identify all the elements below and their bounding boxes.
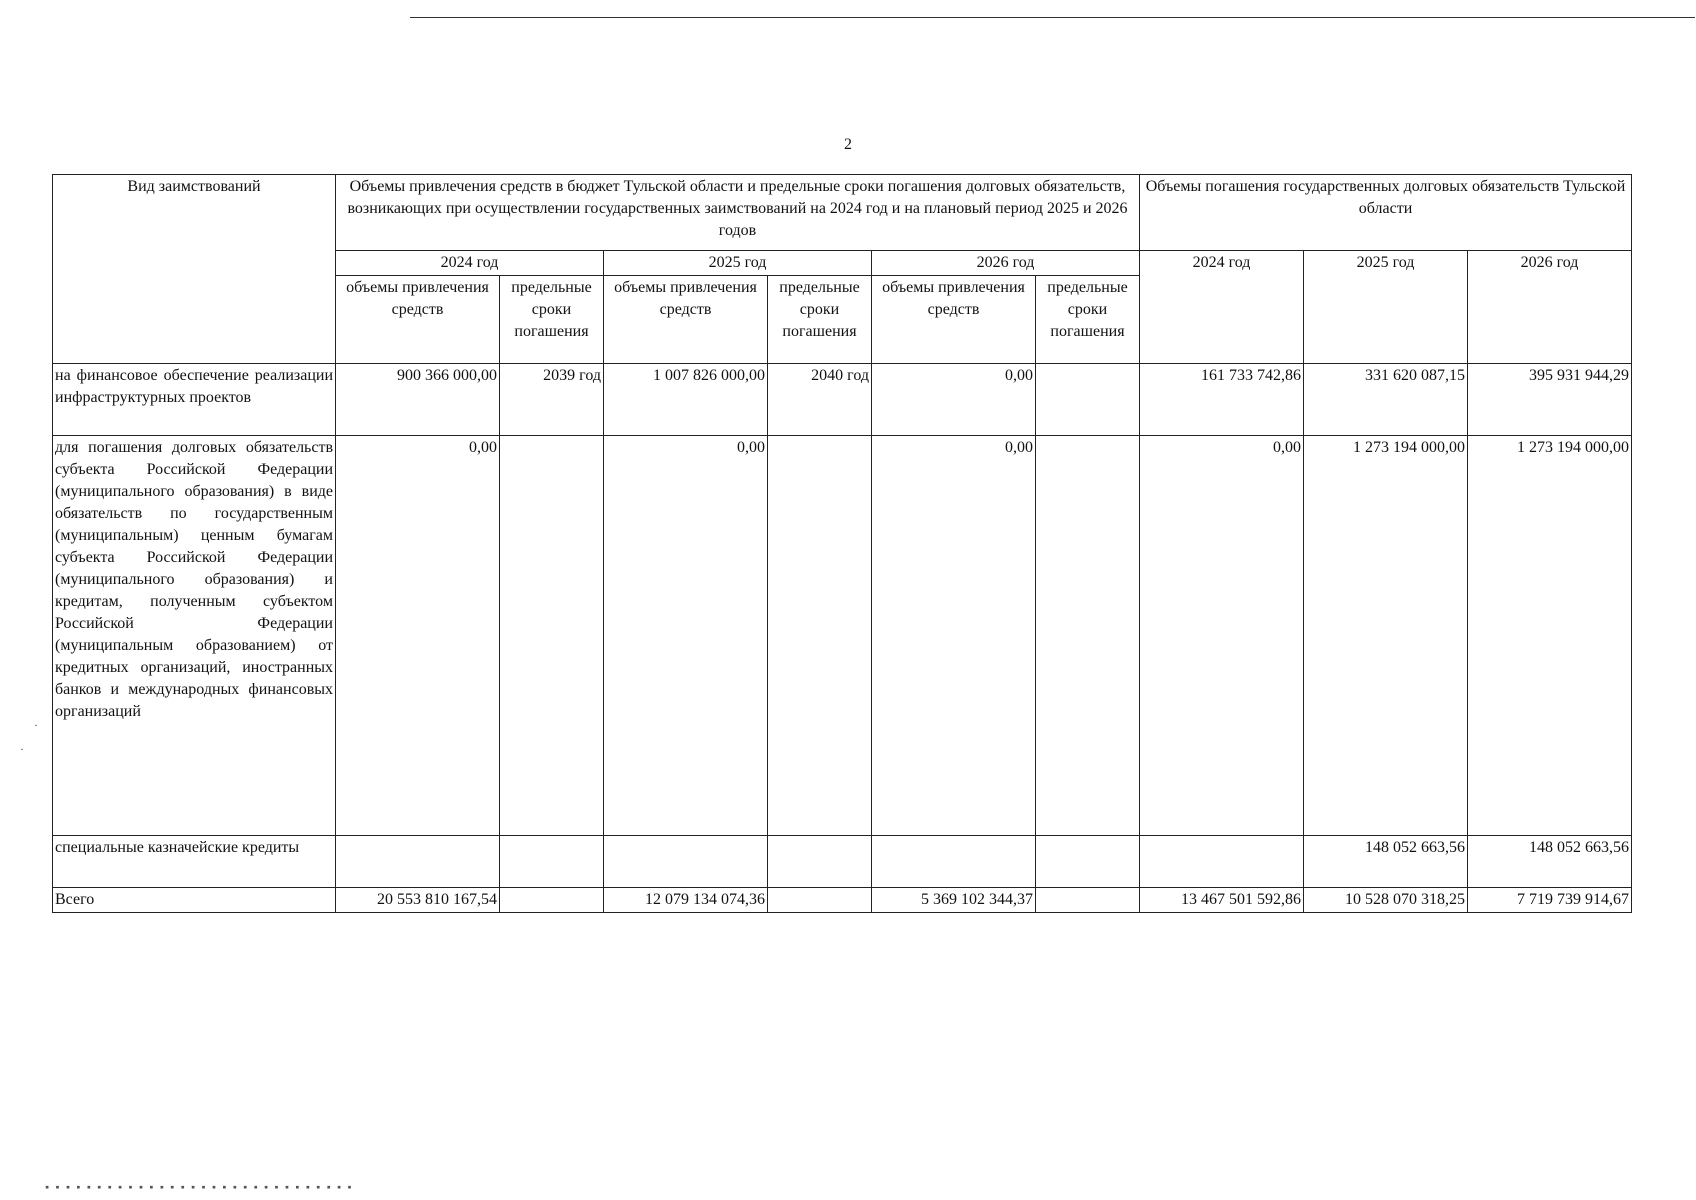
repayment-2026-cell: 1 273 194 000,00: [1468, 436, 1632, 836]
term-2024-cell: [500, 836, 604, 888]
page-number: 2: [844, 136, 852, 153]
volume-2025-cell: 12 079 134 074,36: [604, 888, 768, 913]
table-row: [53, 436, 1632, 836]
volume-2024-cell: 0,00: [336, 436, 500, 836]
volume-2026-cell: 0,00: [872, 364, 1036, 436]
column-header-type: Вид заимствований: [53, 175, 336, 364]
repayment-2025-cell: 148 052 663,56: [1304, 836, 1468, 888]
repayment-2026-cell: 395 931 944,29: [1468, 364, 1632, 436]
term-2025-cell: [768, 836, 872, 888]
term-2025-cell: 2040 год: [768, 364, 872, 436]
repayment-2024-cell: 0,00: [1140, 436, 1304, 836]
repayment-2026-cell: 148 052 663,56: [1468, 836, 1632, 888]
repayment-2025-cell: 10 528 070 318,25: [1304, 888, 1468, 913]
repay-year-header-2025: 2025 год: [1304, 251, 1468, 364]
repayment-2025-cell: 1 273 194 000,00: [1304, 436, 1468, 836]
term-2024-cell: 2039 год: [500, 364, 604, 436]
term-2026-cell: [1036, 436, 1140, 836]
year-header-2025: 2025 год: [604, 251, 872, 276]
repay-year-header-2024: 2024 год: [1140, 251, 1304, 364]
repayment-2024-cell: 161 733 742,86: [1140, 364, 1304, 436]
term-2025-cell: [768, 888, 872, 913]
volume-2024-cell: 20 553 810 167,54: [336, 888, 500, 913]
volume-2025-cell: 1 007 826 000,00: [604, 364, 768, 436]
row-type-cell: для погашения долговых обязательств субъекта Российской Федерации (муниципального образования) в виде обязательств по государственным (муниципальным) ценным бумагам субъекта Российской Федерации (муниципального образования) и кредитам, полученным субъектом Российской Федерации (муниципальным образованием) от кредитных организаций, иностранных банков и международных финансовых организаций: [53, 436, 336, 836]
row-type-cell: специальные казначейские кредиты: [53, 836, 336, 888]
term-2026-cell: [1036, 888, 1140, 913]
table-row: [53, 364, 1632, 436]
term-2024-cell: [500, 436, 604, 836]
subheader-volume-2024: объемы привлечения средств: [336, 276, 500, 364]
row-type-cell: Всего: [53, 888, 336, 913]
subheader-term-2024: предельные сроки погашения: [500, 276, 604, 364]
repayment-2025-cell: 331 620 087,15: [1304, 364, 1468, 436]
volume-2026-cell: [872, 836, 1036, 888]
footer-code: ▪ ▪ ▪ ▪ ▪ ▪ ▪ ▪ ▪ ▪ ▪ ▪ ▪ ▪ ▪ ▪ ▪ ▪ ▪ ▪ ▪ ▪ ▪ ▪ ▪ ▪ ▪ ▪ ▪ ▪: [45, 1183, 353, 1191]
volume-2025-cell: 0,00: [604, 436, 768, 836]
year-header-2024: 2024 год: [336, 251, 604, 276]
repayment-2026-cell: 7 719 739 914,67: [1468, 888, 1632, 913]
volume-2024-cell: 900 366 000,00: [336, 364, 500, 436]
borrowing-table: [52, 174, 1632, 913]
total-row: [53, 888, 1632, 913]
repayment-2024-cell: [1140, 836, 1304, 888]
subheader-term-2026: предельные сроки погашения: [1036, 276, 1140, 364]
volume-2025-cell: [604, 836, 768, 888]
volume-2024-cell: [336, 836, 500, 888]
scan-artifact: ·: [20, 742, 24, 756]
top-rule: [410, 17, 1695, 18]
term-2026-cell: [1036, 836, 1140, 888]
repay-year-header-2026: 2026 год: [1468, 251, 1632, 364]
subheader-volume-2025: объемы привлечения средств: [604, 276, 768, 364]
group-header-attraction: Объемы привлечения средств в бюджет Тульской области и предельные сроки погашения долговых обязательств, возникающих при осуществлении государственных заимствований на 2024 год и на плановый период 2025 и 2026 годов: [336, 175, 1140, 251]
volume-2026-cell: 0,00: [872, 436, 1036, 836]
volume-2026-cell: 5 369 102 344,37: [872, 888, 1036, 913]
table-row: [53, 836, 1632, 888]
term-2026-cell: [1036, 364, 1140, 436]
year-header-2026: 2026 год: [872, 251, 1140, 276]
group-header-repayment: Объемы погашения государственных долговых обязательств Тульской области: [1140, 175, 1632, 251]
term-2025-cell: [768, 436, 872, 836]
subheader-term-2025: предельные сроки погашения: [768, 276, 872, 364]
repayment-2024-cell: 13 467 501 592,86: [1140, 888, 1304, 913]
scan-artifact: ·: [34, 718, 38, 732]
subheader-volume-2026: объемы привлечения средств: [872, 276, 1036, 364]
row-type-cell: на финансовое обеспечение реализации инфраструктурных проектов: [53, 364, 336, 436]
term-2024-cell: [500, 888, 604, 913]
